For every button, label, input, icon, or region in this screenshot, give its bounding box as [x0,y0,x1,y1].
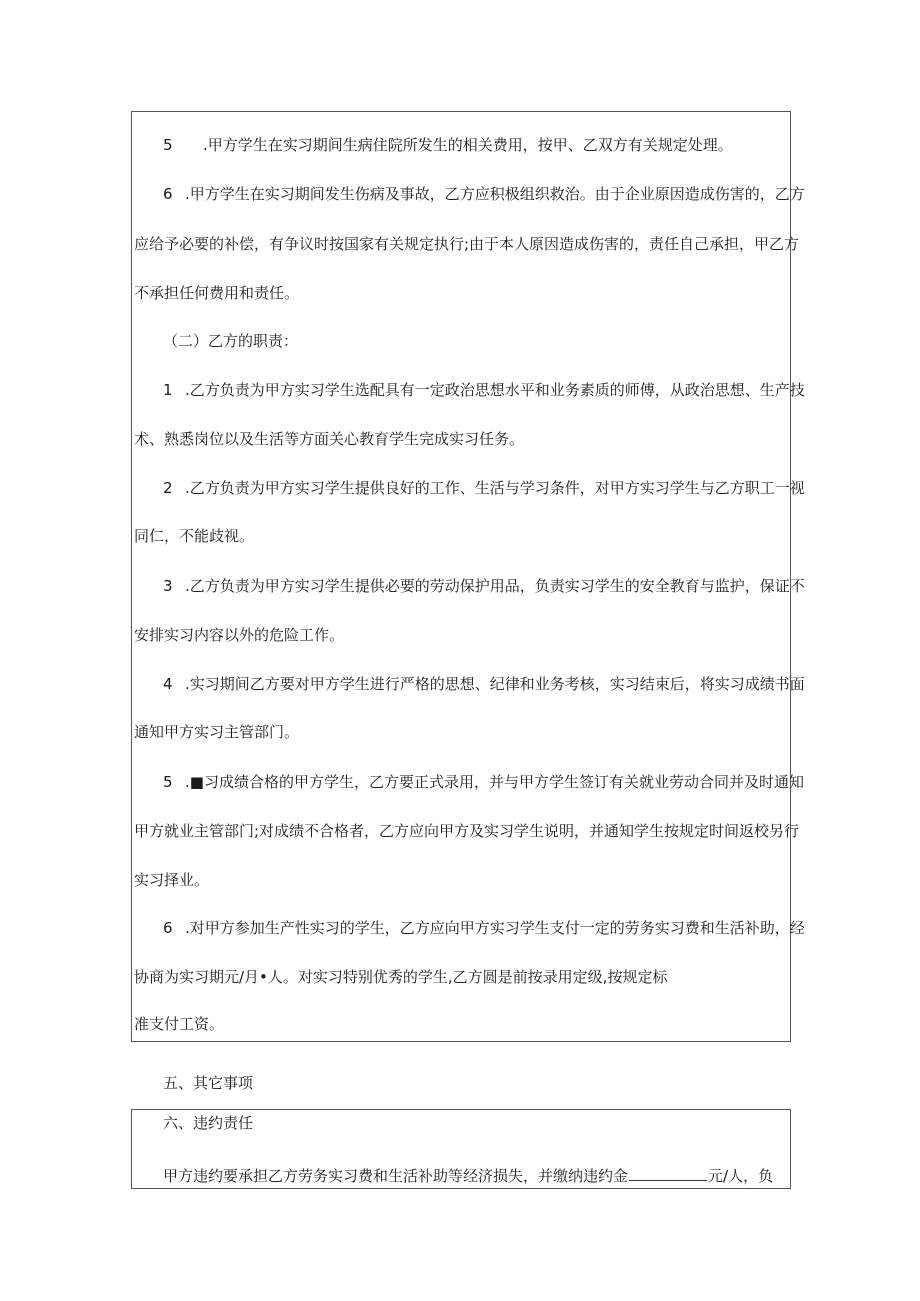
clause-b1-line2: 术、熟悉岗位以及生活等方面关心教育学生完成实习任务。 [134,430,525,448]
clause-b5 [163,772,804,792]
clause-a6-line2: 应给予必要的补偿，有争议时按国家有关规定执行;由于本人原因造成伤害的，责任自己承担，甲乙方 [134,235,800,253]
clause-a5 [163,135,733,155]
liability-clause [163,1166,773,1186]
clause-number: 5 [163,773,173,791]
clause-text: .■习成绩合格的甲方学生，乙方要正式录用，并与甲方学生签订有关就业劳动合同并及时通知 [185,773,804,791]
clause-number: 4 [163,675,173,693]
clause-b6-line3: 准支付工资。 [134,1015,225,1033]
clause-text: .实习期间乙方要对甲方学生进行严格的思想、纪律和业务考核，实习结束后，将实习成绩书面 [185,675,805,693]
clause-a6 [163,184,805,204]
clause-number: 6 [163,185,173,203]
clause-b3 [163,576,805,596]
subheading-party-b: （二）乙方的职责： [163,332,299,350]
clause-b6 [163,918,805,938]
clause-b5-line2: 甲方就业主管部门;对成绩不合格者，乙方应向甲方及实习学生说明，并通知学生按规定时间返校另行 [134,822,800,840]
clause-number: 1 [163,381,173,399]
clause-b5-line3: 实习择业。 [134,871,210,889]
clause-b4 [163,674,805,694]
clause-text: .乙方负责为甲方实习学生提供必要的劳动保护用品，负责实习学生的安全教育与监护，保证不 [185,577,805,595]
clause-text: .甲方学生在实习期间发生伤病及事故，乙方应积极组织救治。由于企业原因造成伤害的，乙方 [185,185,805,203]
clause-number: 3 [163,577,173,595]
clause-b4-line2: 通知甲方实习主管部门。 [134,723,300,741]
clause-text: .甲方学生在实习期间生病住院所发生的相关费用，按甲、乙双方有关规定处理。 [203,136,733,154]
section-five-heading: 五、其它事项 [163,1074,254,1092]
clause-number: 6 [163,919,173,937]
section-six-heading: 六、违约责任 [163,1114,254,1132]
clause-number: 2 [163,479,173,497]
clause-b1 [163,380,805,400]
clause-text: .乙方负责为甲方实习学生提供良好的工作、生活与学习条件，对甲方实习学生与乙方职工一视 [185,479,805,497]
penalty-amount-blank [629,1166,707,1181]
liability-text-before: 甲方违约要承担乙方劳务实习费和生活补助等经济损失，并缴纳违约金 [163,1167,629,1185]
clause-text: .乙方负责为甲方实习学生选配具有一定政治思想水平和业务素质的师傅，从政治思想、生产技 [185,381,805,399]
liability-text-after: 元/人，负 [708,1167,774,1185]
clause-b3-line2: 安排实习内容以外的危险工作。 [134,626,345,644]
clause-b2 [163,478,805,498]
clause-number: 5 [163,136,173,154]
clause-b2-line2: 同仁，不能歧视。 [134,527,255,545]
clause-a6-line3: 不承担任何费用和责任。 [134,284,300,302]
clause-text: .对甲方参加生产性实习的学生，乙方应向甲方实习学生支付一定的劳务实习费和生活补助，经 [185,919,805,937]
clause-b6-line2: 协商为实习期元/月•人。对实习特别优秀的学生,乙方圆是前按录用定级,按规定标 [134,968,668,986]
